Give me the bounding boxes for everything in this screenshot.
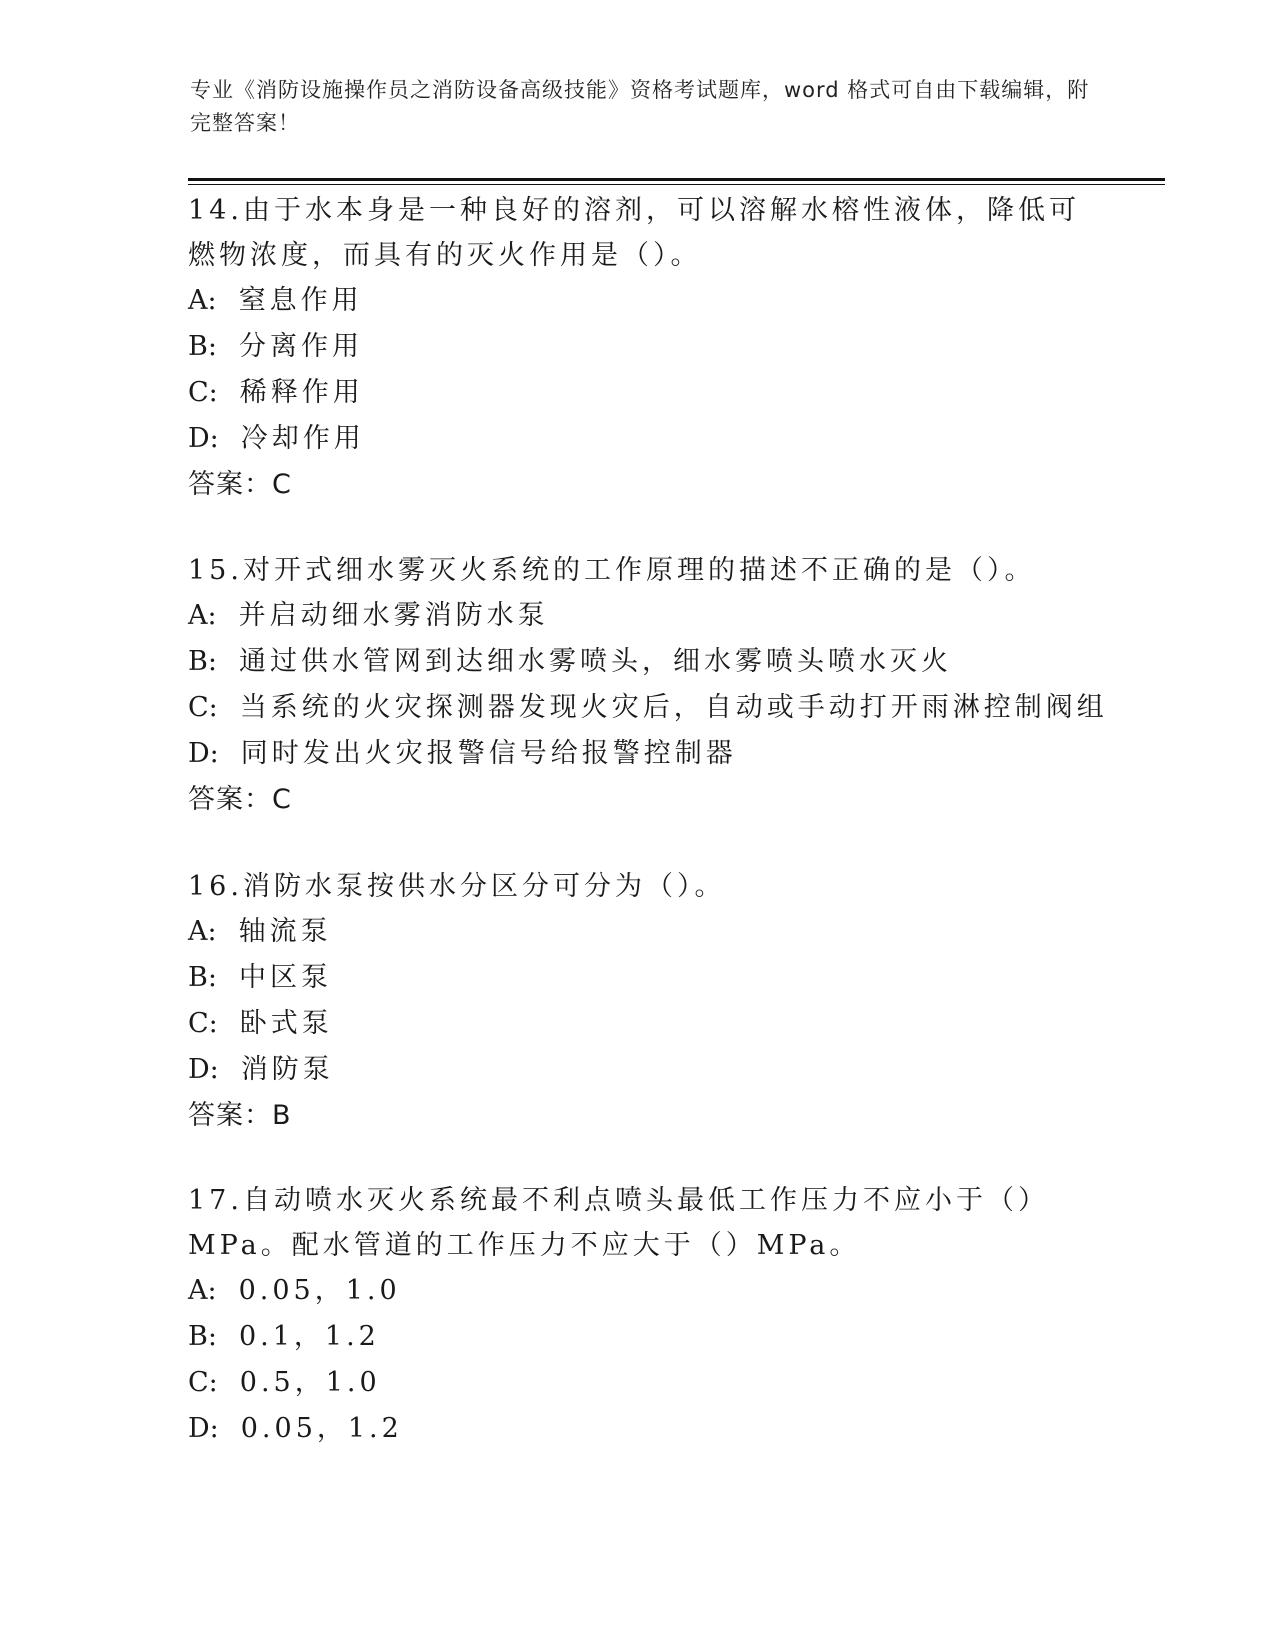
option-d [188,731,1088,777]
header-note: 专业《消防设施操作员之消防设备高级技能》资格考试题库，word 格式可自由下载编辑，附完整答案！ [190,78,1090,135]
option-letter: D: [188,1413,219,1444]
option-a [188,278,1088,324]
option-letter: B: [188,331,217,362]
answer-text: 答案：C [188,469,292,500]
option-c [188,1001,1088,1047]
option-letter: C: [188,1367,218,1398]
option-a [188,909,1088,955]
option-text: 稀释作用 [239,377,364,408]
option-d [188,1047,1088,1093]
answer-text: 答案：B [188,1100,292,1131]
option-text: 0.05，1.2 [240,1413,403,1444]
option-text: 并启动细水雾消防水泵 [238,600,549,631]
option-letter: A: [188,600,217,631]
option-letter: D: [188,738,219,769]
option-text: 轴流泵 [238,916,332,947]
option-letter: C: [188,1008,218,1039]
question-stem: 17.自动喷水灭火系统最不利点喷头最低工作压力不应小于（）MPa。配水管道的工作压力不应大于（）MPa。 [188,1185,1049,1261]
question-stem: 16.消防水泵按供水分区分可分为（）。 [188,871,726,902]
option-text: 冷却作用 [240,423,365,454]
option-d [188,416,1088,462]
option-c [188,370,1088,416]
option-text: 0.1，1.2 [238,1321,380,1352]
question-stem: 14.由于水本身是一种良好的溶剂，可以溶解水榕性液体，降低可燃物浓度，而具有的灭火作用是（）。 [188,195,1080,271]
question-stem: 15.对开式细水雾灭火系统的工作原理的描述不正确的是（）。 [188,555,1036,586]
option-letter: D: [188,1054,219,1085]
option-letter: B: [188,962,217,993]
option-b [188,639,1088,685]
option-text: 卧式泵 [239,1008,333,1039]
option-letter: D: [188,423,219,454]
header-divider-thick [188,178,1165,181]
option-text: 同时发出火灾报警信号给报警控制器 [240,738,737,769]
option-b [188,955,1088,1001]
option-b [188,324,1088,370]
option-text: 分离作用 [238,331,363,362]
option-text: 中区泵 [238,962,332,993]
question-14 [188,188,1088,508]
question-16 [188,864,1088,1139]
option-c [188,685,1108,731]
option-text: 0.05，1.0 [238,1275,401,1306]
option-letter: A: [188,916,217,947]
option-letter: A: [188,1275,217,1306]
option-b [188,1314,1088,1360]
header-divider-thin [188,184,1165,185]
option-letter: A: [188,285,217,316]
option-letter: C: [188,377,218,408]
option-letter: B: [188,646,217,677]
option-c [188,1360,1088,1406]
option-a [188,593,1088,639]
option-text: 当系统的火灾探测器发现火灾后，自动或手动打开雨淋控制阀组 [239,692,1108,723]
question-17 [188,1178,1088,1452]
option-a [188,1268,1088,1314]
option-letter: B: [188,1321,217,1352]
option-text: 0.5，1.0 [239,1367,381,1398]
answer-text: 答案：C [188,784,292,815]
option-text: 窒息作用 [238,285,363,316]
option-letter: C: [188,692,218,723]
option-text: 通过供水管网到达细水雾喷头，细水雾喷头喷水灭火 [238,646,952,677]
option-text: 消防泵 [240,1054,334,1085]
question-15 [188,548,1108,823]
option-d [188,1406,1088,1452]
